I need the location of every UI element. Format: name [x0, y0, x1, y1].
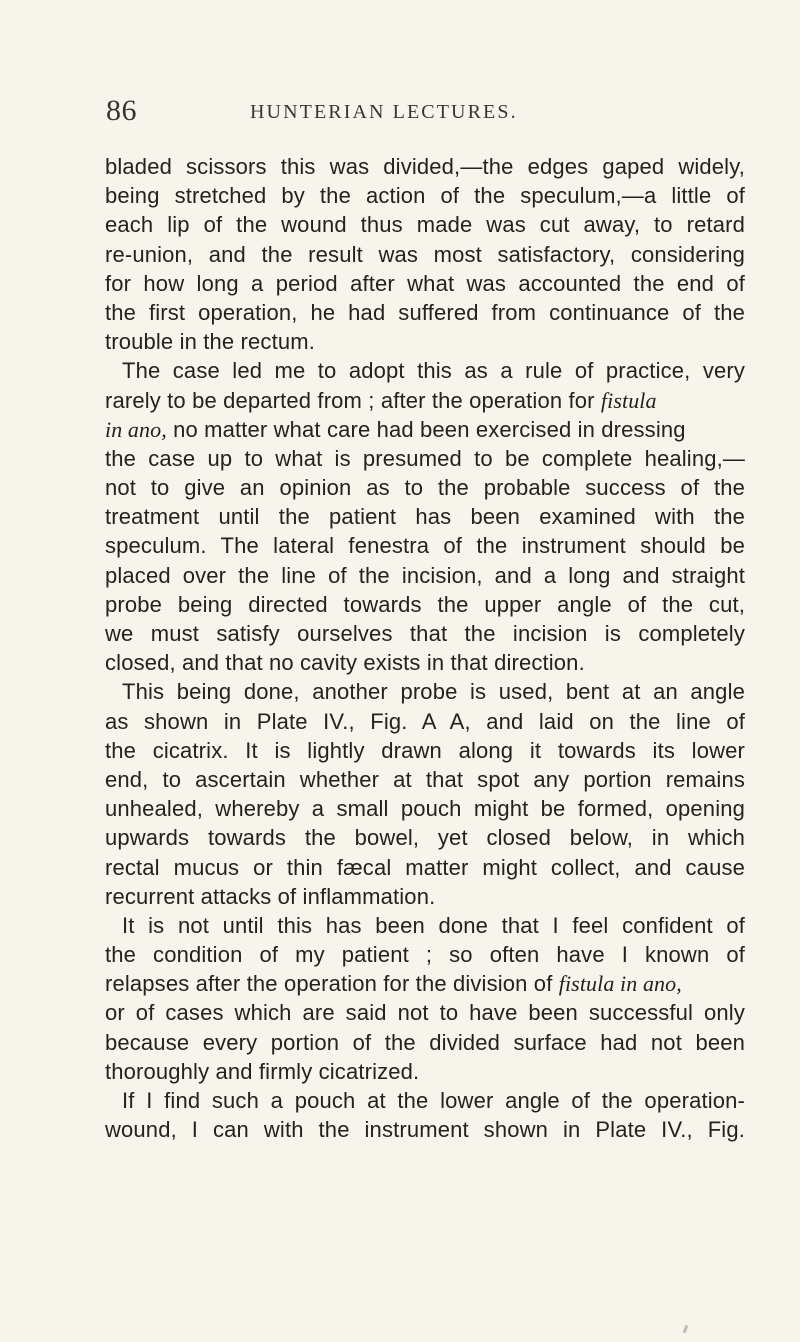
text-line: rectal mucus or thin fæcal matter might collect, and cause	[105, 854, 745, 880]
text-line: trouble in the rectum.	[105, 329, 315, 355]
text-line: thoroughly and firmly cicatrized.	[105, 1058, 420, 1084]
text-line: each lip of the wound thus made was cut away, to retard	[105, 212, 745, 238]
text-line: or of cases which are said not to have been successful only	[105, 1000, 745, 1026]
text-line-with-italic	[105, 969, 745, 998]
text-line: closed, and that no cavity exists in that direction.	[105, 650, 585, 676]
text-fragment: relapses after the operation for the division of	[105, 971, 553, 997]
running-head: HUNTERIAN LECTURES.	[250, 101, 518, 123]
text-line: the case up to what is presumed to be complete healing,—	[105, 445, 745, 471]
text-line: the cicatrix. It is lightly drawn along it towards its lower	[105, 737, 745, 763]
italic-term: fistula	[600, 387, 657, 413]
text-line: bladed scissors this was divided,—the edges gaped widely,	[105, 154, 745, 179]
text-line: as shown in Plate IV., Fig. A A, and laid on the line of	[105, 708, 745, 734]
italic-term: in ano,	[105, 416, 167, 442]
text-line: end, to ascertain whether at that spot any portion remains	[105, 766, 745, 792]
text-line: re-union, and the result was most satisfactory, considering	[105, 241, 745, 267]
text-line: the condition of my patient ; so often have I known of	[105, 942, 745, 968]
paper-mark	[683, 1325, 689, 1334]
text-line: probe being directed towards the upper angle of the cut,	[105, 591, 745, 617]
text-line: placed over the line of the incision, and a long and straight	[105, 562, 745, 588]
text-fragment: no matter what care had been exercised in dressing	[173, 416, 686, 442]
text-line: wound, I can with the instrument shown in Plate IV., Fig.	[105, 1117, 745, 1143]
text-line-with-italic	[105, 386, 745, 415]
text-line: recurrent attacks of inflammation.	[105, 883, 436, 909]
text-line: This being done, another probe is used, bent at an angle	[122, 679, 745, 705]
text-line: upwards towards the bowel, yet closed below, in which	[105, 825, 745, 851]
page-header	[106, 96, 746, 136]
text-fragment: rarely to be departed from ; after the operation for	[105, 387, 595, 413]
text-line: It is not until this has been done that I feel confident of	[122, 912, 745, 938]
text-line: the first operation, he had suffered from continuance of the	[105, 299, 745, 325]
text-line: being stretched by the action of the speculum,—a little of	[105, 183, 745, 209]
text-line: If I find such a pouch at the lower angle of the operation-	[122, 1088, 745, 1113]
text-line: we must satisfy ourselves that the incision is completely	[105, 621, 745, 646]
text-line: because every portion of the divided surface had not been	[105, 1029, 745, 1055]
text-line: speculum. The lateral fenestra of the instrument should be	[105, 533, 745, 559]
body-text	[105, 152, 745, 1144]
text-line: not to give an opinion as to the probable success of the	[105, 475, 745, 501]
text-line: treatment until the patient has been examined with the	[105, 504, 745, 530]
text-line: The case led me to adopt this as a rule of practice, very	[122, 358, 745, 384]
text-line: unhealed, whereby a small pouch might be formed, opening	[105, 796, 745, 822]
italic-term: fistula in ano,	[558, 971, 682, 997]
page-number: 86	[106, 94, 137, 127]
text-line-with-italic	[105, 415, 745, 444]
text-line: for how long a period after what was accounted the end of	[105, 270, 745, 296]
